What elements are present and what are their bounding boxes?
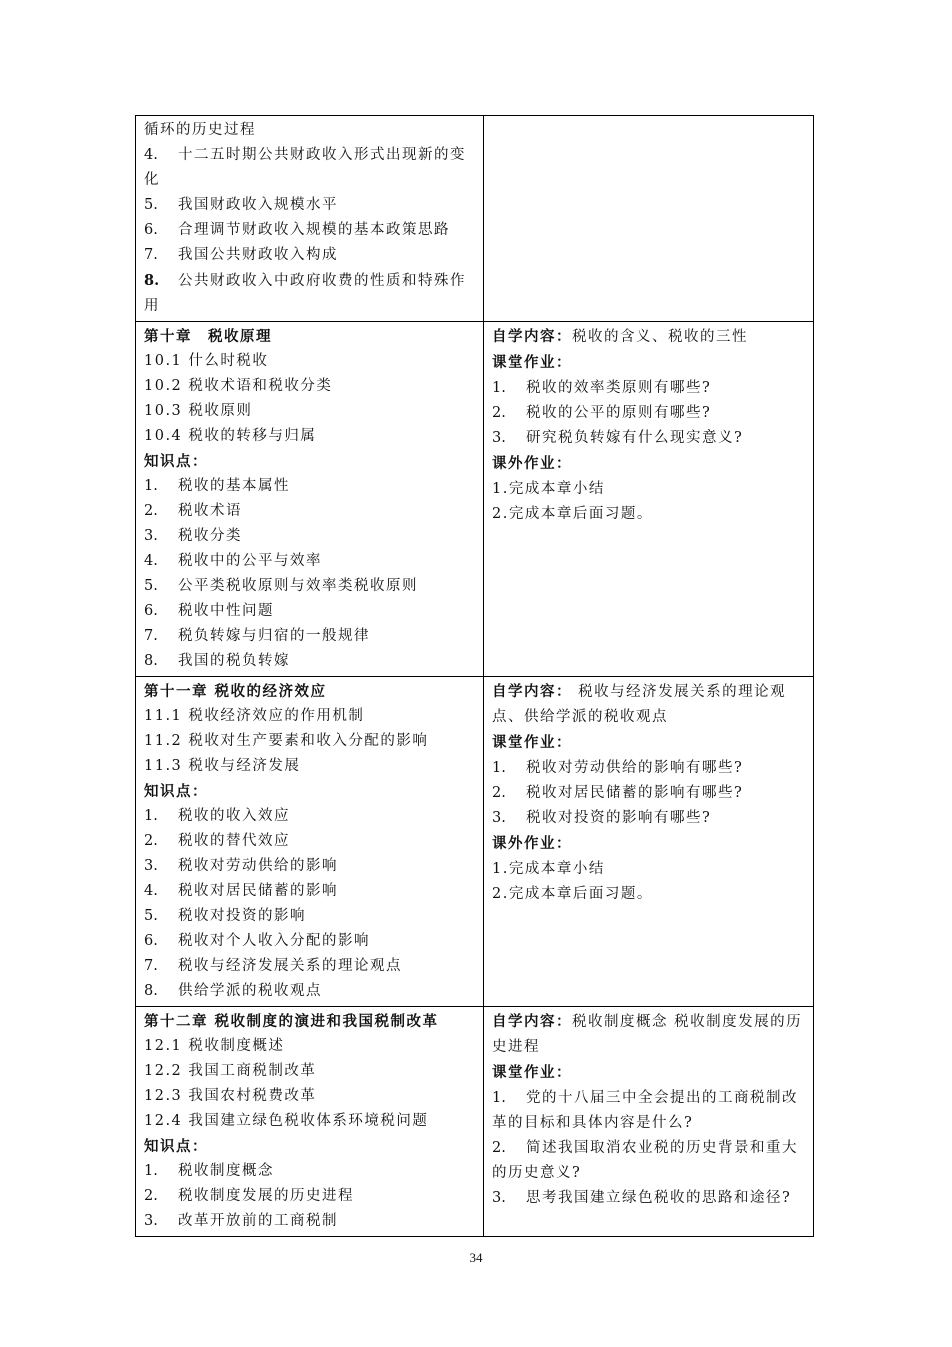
numbered-item [144,549,476,574]
assignments-cell [484,677,814,1007]
item-text: 12.1 税收制度概述 [144,1038,285,1054]
item-text: 12.4 我国建立绿色税收体系环境税问题 [144,1113,429,1129]
item-text: 10.3 税收原则 [144,403,253,419]
text-line [492,477,806,502]
numbered-item [144,929,476,954]
numbered-item [144,243,476,268]
item-number: 5. [144,908,158,924]
text-line [492,502,806,527]
item-text: 公平类税收原则与效率类税收原则 [178,578,418,594]
item-text: 第十章 税收原理 [144,328,272,345]
section-label: 课堂作业： [492,734,572,751]
item-text: 税收对居民储蓄的影响 [178,883,338,899]
item-text: 税负转嫁与归宿的一般规律 [178,628,370,644]
item-number: 3. [144,528,158,544]
item-text: 我国公共财政收入构成 [178,247,338,263]
chapter-contents-cell [136,322,484,677]
text-line [492,882,806,907]
text-line [144,424,476,449]
item-text: 税收的公平的原则有哪些? [526,405,712,421]
item-number: 7. [144,958,158,974]
item-number: 8. [144,272,160,289]
section-label-line [492,831,806,857]
item-number: 3. [492,430,506,446]
item-text: 1.完成本章小结 [492,481,605,497]
item-text: 12.3 我国农村税费改革 [144,1088,317,1104]
section-label: 课外作业： [492,455,572,472]
item-text: 简述我国取消农业税的历史背景和重大的历史意义? [492,1140,798,1181]
item-number: 6. [144,222,158,238]
numbered-item [492,806,806,831]
item-text: 税收的效率类原则有哪些? [526,380,712,396]
item-text: 税收的基本属性 [178,478,290,494]
item-number: 1. [492,380,506,396]
item-text: 10.2 税收术语和税收分类 [144,378,333,394]
text-line [144,324,476,349]
item-text: 税收制度发展的历史进程 [178,1188,354,1204]
item-text: 循环的历史过程 [144,122,256,138]
item-number: 2. [144,503,158,519]
numbered-item [144,474,476,499]
item-number: 2. [492,785,506,801]
numbered-item [144,904,476,929]
item-text: 公共财政收入中政府收费的性质和特殊作用 [144,273,466,314]
chapter-contents-cell [136,1007,484,1237]
item-text: 税收的收入效应 [178,808,290,824]
item-number: 4. [144,553,158,569]
item-text: 11.1 税收经济效应的作用机制 [144,708,365,724]
numbered-item [144,143,476,193]
item-text: 2.完成本章后面习题。 [492,886,653,902]
numbered-item [492,1086,806,1136]
text-line [144,729,476,754]
item-text: 税收与经济发展关系的理论观点 [178,958,402,974]
item-text: 十二五时期公共财政收入形式出现新的变化 [144,147,466,188]
numbered-item [492,781,806,806]
item-text: 税收对投资的影响 [178,908,306,924]
item-text: 税收分类 [178,528,242,544]
item-text: 税收的含义、税收的三性 [572,329,748,345]
item-number: 4. [144,883,158,899]
section-label: 自学内容： [492,1013,572,1030]
item-text: 税收对劳动供给的影响有哪些? [526,760,744,776]
item-text: 税收对劳动供给的影响 [178,858,338,874]
item-text: 党的十八届三中全会提出的工商税制改革的目标和具体内容是什么? [492,1090,798,1131]
item-number: 7. [144,628,158,644]
text-line [144,1084,476,1109]
item-text: 税收中性问题 [178,603,274,619]
item-text: 知识点： [144,453,208,470]
text-line [144,754,476,779]
numbered-item [492,1186,806,1211]
text-line [144,679,476,704]
text-line [144,704,476,729]
numbered-item [144,599,476,624]
table-row [136,116,814,322]
item-text: 合理调节财政收入规模的基本政策思路 [178,222,450,238]
text-line [492,857,806,882]
item-text: 12.2 我国工商税制改革 [144,1063,317,1079]
item-text: 税收中的公平与效率 [178,553,322,569]
item-text: 改革开放前的工商税制 [178,1213,338,1229]
item-text: 知识点： [144,783,208,800]
item-number: 8. [144,983,158,999]
item-number: 5. [144,578,158,594]
numbered-item [144,954,476,979]
numbered-item [144,804,476,829]
numbered-item [492,376,806,401]
section-label-line [492,1060,806,1086]
numbered-item [144,829,476,854]
assignments-cell [484,322,814,677]
section-label-line [492,350,806,376]
numbered-item [492,1136,806,1186]
numbered-item [144,979,476,1004]
chapter-contents-cell [136,677,484,1007]
text-line [144,1134,476,1159]
item-number: 4. [144,147,158,163]
item-text: 第十一章 税收的经济效应 [144,683,327,700]
item-number: 7. [144,247,158,263]
item-text: 第十二章 税收制度的演进和我国税制改革 [144,1013,439,1030]
chapter-contents-cell [136,116,484,322]
section-label-line [492,451,806,477]
item-number: 2. [492,1140,506,1156]
table-row [136,1007,814,1237]
numbered-item [144,499,476,524]
numbered-item [144,268,476,319]
item-text: 我国财政收入规模水平 [178,197,338,213]
table-row [136,322,814,677]
item-text: 税收对个人收入分配的影响 [178,933,370,949]
text-line [144,1034,476,1059]
item-number: 8. [144,653,158,669]
item-text: 研究税负转嫁有什么现实意义? [526,430,744,446]
text-line [144,349,476,374]
item-number: 1. [144,1163,158,1179]
numbered-item [144,193,476,218]
item-text: 10.4 税收的转移与归属 [144,428,317,444]
item-text: 思考我国建立绿色税收的思路和途径? [526,1190,792,1206]
numbered-item [144,649,476,674]
item-number: 2. [144,1188,158,1204]
section-label: 自学内容： [492,683,572,700]
item-text: 我国的税负转嫁 [178,653,290,669]
numbered-item [144,574,476,599]
numbered-item [144,1159,476,1184]
assignments-cell [484,116,814,322]
item-text: 税收与经济发展关系的理论观点、供给学派的税收观点 [492,684,787,725]
numbered-item [144,1209,476,1234]
table-row [136,677,814,1007]
text-line [144,399,476,424]
text-line [144,1059,476,1084]
item-text: 税收制度概念 [178,1163,274,1179]
section-label-line [492,1009,806,1060]
item-number: 2. [144,833,158,849]
item-number: 1. [492,1090,506,1106]
item-number: 1. [144,808,158,824]
numbered-item [144,879,476,904]
item-text: 1.完成本章小结 [492,861,605,877]
item-text: 税收对投资的影响有哪些? [526,810,712,826]
item-text: 2.完成本章后面习题。 [492,506,653,522]
item-number: 3. [492,810,506,826]
text-line [144,374,476,399]
section-label: 自学内容： [492,328,572,345]
section-label: 课堂作业： [492,354,572,371]
numbered-item [144,624,476,649]
numbered-item [144,854,476,879]
item-text: 税收对居民储蓄的影响有哪些? [526,785,744,801]
item-text: 11.2 税收对生产要素和收入分配的影响 [144,733,429,749]
item-text: 供给学派的税收观点 [178,983,322,999]
section-label: 课堂作业： [492,1064,572,1081]
item-number: 3. [144,858,158,874]
item-text: 税收的替代效应 [178,833,290,849]
item-text: 税收制度概念 税收制度发展的历史进程 [492,1014,803,1055]
item-number: 5. [144,197,158,213]
item-text: 10.1 什么时税收 [144,353,269,369]
item-number: 6. [144,933,158,949]
numbered-item [144,524,476,549]
section-label-line [492,679,806,730]
item-text: 11.3 税收与经济发展 [144,758,301,774]
text-line [144,779,476,804]
numbered-item [144,1184,476,1209]
syllabus-table [135,115,814,1237]
text-line [144,449,476,474]
item-text: 税收术语 [178,503,242,519]
assignments-cell [484,1007,814,1237]
numbered-item [492,401,806,426]
item-text: 知识点： [144,1138,208,1155]
numbered-item [492,756,806,781]
item-number: 3. [144,1213,158,1229]
page-number: 34 [469,1250,483,1265]
section-label-line [492,730,806,756]
text-line [144,118,476,143]
section-label-line [492,324,806,350]
item-number: 2. [492,405,506,421]
numbered-item [144,218,476,243]
item-number: 1. [492,760,506,776]
item-number: 1. [144,478,158,494]
item-number: 3. [492,1190,506,1206]
numbered-item [492,426,806,451]
item-number: 6. [144,603,158,619]
text-line [144,1109,476,1134]
section-label: 课外作业： [492,835,572,852]
text-line [144,1009,476,1034]
